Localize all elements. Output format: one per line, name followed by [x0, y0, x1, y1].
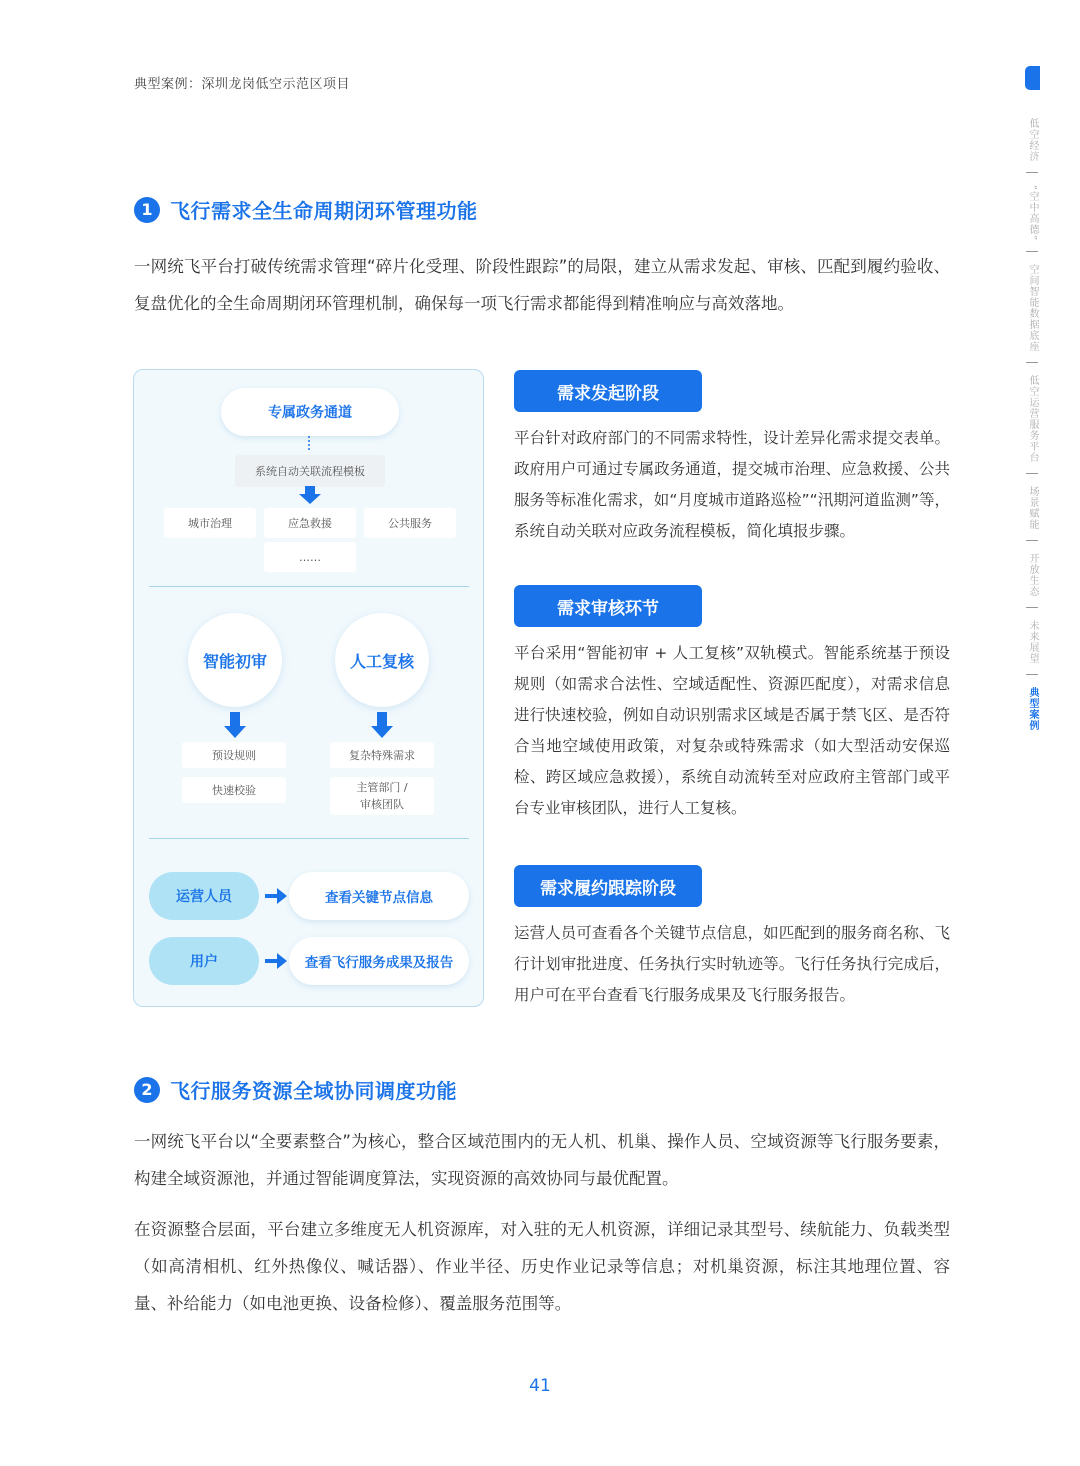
side-nav-separator: [1026, 473, 1038, 474]
side-nav-separator: [1026, 607, 1038, 608]
section2-paragraph: 在资源整合层面，平台建立多维度无人机资源库，对入驻的无人机资源，详细记录其型号、续航能力、负载类型（如高清相机、红外热像仪、喊话器）、作业半径、历史作业记录等信息；对机巢资源，标注其地理位置、容量、补给能力（如电池更换、设备检修）、覆盖服务范围等。: [134, 1220, 950, 1313]
side-nav-label: 场景赋能: [1027, 486, 1038, 531]
side-nav-separator: [1026, 362, 1038, 363]
side-nav-label: 低空经济: [1027, 118, 1038, 162]
side-nav-item[interactable]: [1019, 486, 1045, 553]
side-navigation: [1019, 118, 1045, 731]
divider: [149, 586, 469, 587]
connector-line: [303, 436, 315, 452]
side-nav-label: 未来展望: [1027, 620, 1038, 665]
stage-tag: 需求审核环节: [514, 585, 702, 627]
stage-description: 平台采用“智能初审 + 人工复核”双轨模式。智能系统基于预设规则（如需求合法性、空域适配性、资源匹配度），对需求信息进行快速校验，例如自动识别需求区域是否属于禁飞区、是否符合当地空域使用政策，对复杂或特殊需求（如大型活动安保巡检、跨区域应急救援），系统自动流转至对应政府主管部门或平台专业审核团队，进行人工复核。: [514, 644, 950, 817]
side-nav-item[interactable]: [1019, 620, 1045, 687]
category-box: 公共服务: [364, 508, 456, 538]
section2-number: 2: [134, 1077, 160, 1103]
side-nav-label: 空间智能数据底座: [1027, 264, 1038, 353]
side-nav-separator: [1026, 674, 1038, 675]
stage-tag: 需求发起阶段: [514, 370, 702, 412]
role-ops-pill: 运营人员: [149, 872, 259, 920]
category-more: ……: [264, 542, 356, 572]
category-box: 应急救援: [264, 508, 356, 538]
side-nav-separator: [1026, 172, 1038, 173]
side-nav-item[interactable]: [1019, 553, 1045, 620]
arrow-right-icon: [265, 953, 287, 969]
side-nav-item[interactable]: [1019, 118, 1045, 185]
manual-review-circle: 人工复核: [335, 613, 429, 707]
side-nav-item[interactable]: [1019, 687, 1045, 731]
section2-paragraph: 一网统飞平台以“全要素整合”为核心，整合区域范围内的无人机、机巢、操作人员、空域资源等飞行服务要素，构建全域资源池，并通过智能调度算法，实现资源的高效协同与最优配置。: [134, 1132, 950, 1188]
arrow-right-icon: [265, 888, 287, 904]
section2-heading: [134, 1075, 457, 1104]
section1-heading: [134, 195, 478, 224]
side-nav-item[interactable]: [1019, 375, 1045, 486]
stage-description: 平台针对政府部门的不同需求特性，设计差异化需求提交表单。政府用户可通过专属政务通道，提交城市治理、应急救援、公共服务等标准化需求，如“月度城市道路巡检”“汛期河道监测”等，系统自动关联对应政务流程模板，简化填报步骤。: [514, 429, 950, 540]
section1-number: 1: [134, 197, 160, 223]
arrow-down-icon: [224, 712, 246, 738]
side-nav-label: 典型案例: [1027, 687, 1038, 732]
smart-item-box: 快速校验: [182, 777, 286, 803]
template-label: 系统自动关联流程模板: [235, 455, 385, 487]
arrow-down-icon: [371, 712, 393, 738]
user-action-pill: 查看飞行服务成果及报告: [289, 937, 469, 985]
side-tab-marker: [1025, 66, 1040, 90]
category-box: 城市治理: [164, 508, 256, 538]
manual-item-box: 主管部门 / 审核团队: [330, 777, 434, 815]
role-user-pill: 用户: [149, 937, 259, 985]
running-header: 典型案例：深圳龙岗低空示范区项目: [134, 77, 351, 92]
side-nav-separator: [1026, 540, 1038, 541]
side-nav-item[interactable]: [1019, 264, 1045, 375]
ops-action-pill: 查看关键节点信息: [289, 872, 469, 920]
arrow-down-icon: [299, 486, 321, 504]
smart-review-circle: 智能初审: [188, 613, 282, 707]
page-number: 41: [529, 1376, 551, 1396]
side-nav-label: 开放生态: [1027, 553, 1038, 598]
smart-item-box: 预设规则: [182, 742, 286, 768]
side-nav-label: 低空运营服务平台: [1027, 375, 1038, 464]
section1-intro: 一网统飞平台打破传统需求管理“碎片化受理、阶段性跟踪”的局限，建立从需求发起、审核、匹配到履约验收、复盘优化的全生命周期闭环管理机制，确保每一项飞行需求都能得到精准响应与高效落地。: [134, 257, 950, 313]
side-nav-separator: [1026, 251, 1038, 252]
section1-title: 飞行需求全生命周期闭环管理功能: [170, 199, 478, 223]
gov-channel-pill: 专属政务通道: [221, 388, 399, 436]
manual-item-box: 复杂特殊需求: [330, 742, 434, 768]
stage-tag: 需求履约跟踪阶段: [514, 865, 702, 907]
stage-description: 运营人员可查看各个关键节点信息，如匹配到的服务商名称、飞行计划审批进度、任务执行实时轨迹等。飞行任务执行完成后，用户可在平台查看飞行服务成果及飞行服务报告。: [514, 924, 950, 1004]
side-nav-item[interactable]: [1019, 185, 1045, 264]
side-nav-label: “空中高德”: [1027, 185, 1038, 242]
section2-title: 飞行服务资源全域协同调度功能: [170, 1079, 457, 1103]
divider: [149, 838, 469, 839]
process-diagram: [133, 369, 484, 1007]
